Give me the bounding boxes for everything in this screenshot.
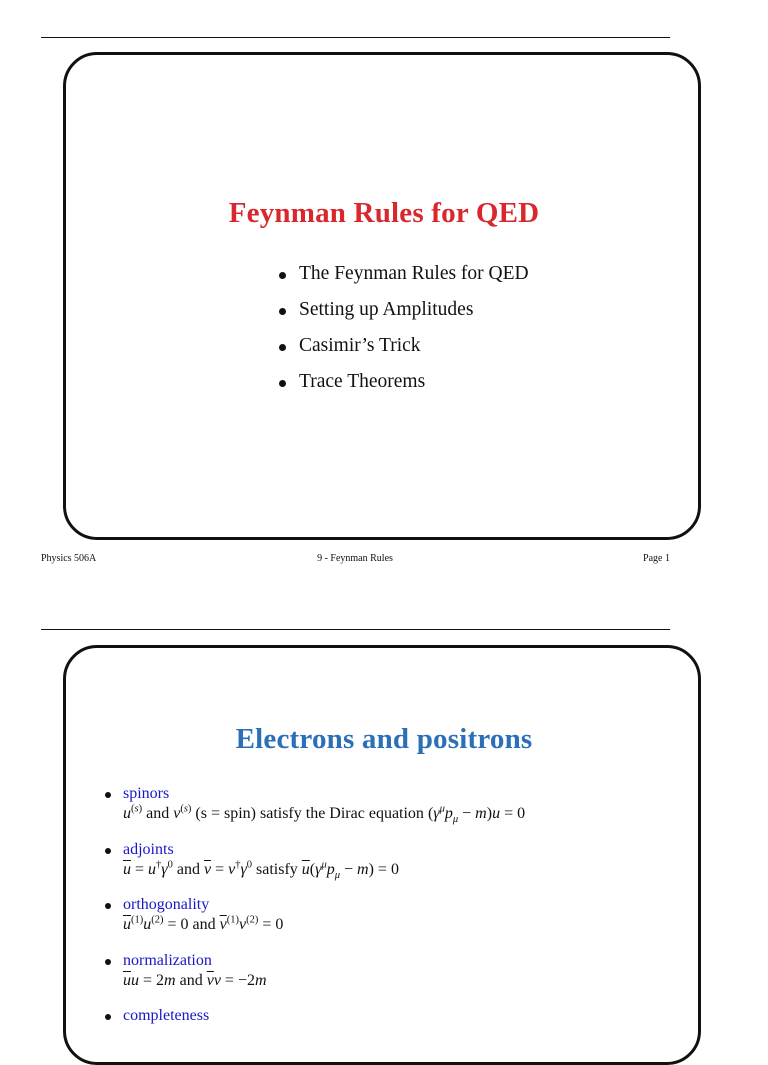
- slide1-bullet-list: [279, 262, 529, 406]
- bullet-item: [279, 334, 529, 370]
- bullet-text: Casimir’s Trick: [299, 335, 421, 356]
- item-label: adjoints: [123, 840, 174, 858]
- eq-text: and: [192, 916, 216, 933]
- bullet-dot: [279, 308, 286, 315]
- list-item: [105, 951, 525, 1007]
- eq-text: satisfy: [256, 860, 298, 878]
- bullet-dot: [279, 380, 286, 387]
- bullet-dot: [105, 1014, 111, 1020]
- list-item: [105, 784, 525, 840]
- bullet-item: [279, 298, 529, 334]
- bullet-item: [279, 262, 529, 298]
- item-label: normalization: [123, 951, 212, 969]
- slide2-title: Electrons and positrons: [235, 723, 533, 755]
- slide1-title: Feynman Rules for QED: [228, 197, 540, 229]
- slide2-item-list: [105, 784, 525, 1062]
- list-item: [105, 1006, 525, 1062]
- eq-text: and: [179, 971, 203, 989]
- bullet-dot: [279, 344, 286, 351]
- bullet-dot: [105, 903, 111, 909]
- bullet-dot: [105, 848, 111, 854]
- bullet-dot: [279, 272, 286, 279]
- list-item: [105, 895, 525, 951]
- bullet-text: The Feynman Rules for QED: [299, 263, 529, 284]
- item-equation: $\overline{u}u = 2m$ and $\overline{v}v = -2m$: [123, 971, 267, 989]
- item-label: completeness: [123, 1007, 210, 1024]
- bullet-item: [279, 370, 529, 406]
- list-item: [105, 840, 525, 896]
- footer-topic: 9 - Feynman Rules: [317, 553, 393, 564]
- bullet-dot: [105, 959, 111, 965]
- eq-text: and: [146, 805, 170, 822]
- bullet-dot: [105, 792, 111, 798]
- item-equation: $\overline{u}^{(1)}u^{(2)} = 0$ and $\overline{v}^{(1)}v^{(2)} = 0$: [123, 914, 284, 933]
- bullet-text: Setting up Amplitudes: [299, 299, 474, 320]
- footer-course: Physics 506A: [41, 553, 97, 564]
- item-label: spinors: [123, 785, 170, 802]
- top-rule-slide1: [41, 37, 670, 38]
- item-equation: $\overline{u} = u^\dagger\gamma^0$ and $\overline{v} = v^\dagger\gamma^0$ satisfy $\overline{u}(\gamma^\mu p_\mu - m) = 0$: [123, 859, 399, 881]
- eq-text: (s = spin) satisfy the Dirac equation: [195, 805, 424, 822]
- top-rule-slide2: [41, 629, 670, 630]
- item-equation: $u^{(s)}$ and $v^{(s)}$ (s = spin) satisfy the Dirac equation $(\gamma^\mu p_\mu - m)u = 0$: [123, 803, 526, 826]
- footer-page: Page 1: [643, 553, 670, 564]
- eq-text: and: [176, 860, 200, 878]
- bullet-text: Trace Theorems: [299, 371, 426, 392]
- item-label: orthogonality: [123, 896, 210, 913]
